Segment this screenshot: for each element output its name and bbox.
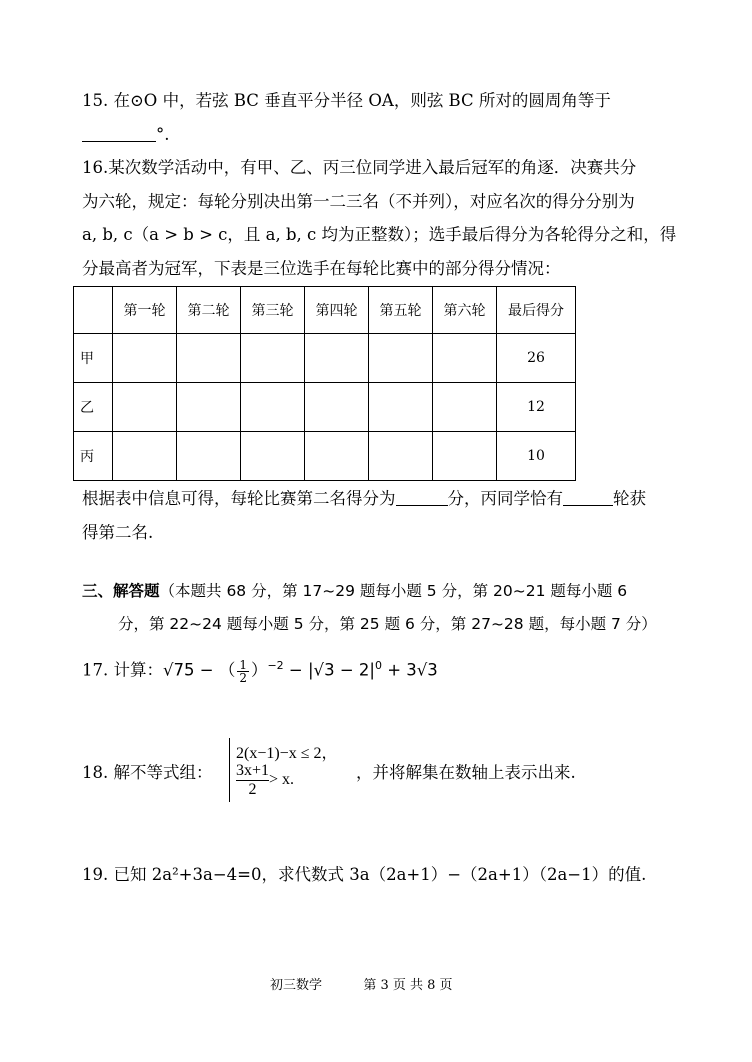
table-cell (369, 432, 433, 481)
q18-row2 (236, 762, 294, 799)
table-cell (433, 432, 497, 481)
q17-line (82, 655, 438, 685)
final-score: 12 (497, 383, 576, 432)
q17-exp2: 0 (374, 659, 382, 672)
q18-row2-tail: > x. (269, 771, 295, 789)
q16-line1: 16.某次数学活动中，有甲、乙、丙三位同学进入最后冠军的角逐．决赛共分 (82, 158, 637, 177)
section3-line1 (82, 580, 627, 602)
q17-frac-num: 1 (239, 657, 247, 672)
table-row (74, 334, 576, 383)
q16-after-text-c: 轮获 (613, 489, 646, 508)
table-cell (177, 383, 241, 432)
table-cell (177, 334, 241, 383)
q17-expr2: ） (250, 660, 268, 680)
table-header-cell: 第五轮 (369, 287, 433, 334)
score-table (73, 286, 576, 481)
table-cell (369, 383, 433, 432)
table-header-cell: 最后得分 (497, 287, 576, 334)
table-header-cell: 第六轮 (433, 287, 497, 334)
table-header-cell (74, 287, 113, 334)
final-score: 26 (497, 334, 576, 383)
table-cell (433, 334, 497, 383)
q15-answer-blank[interactable] (82, 125, 156, 142)
table-header-cell: 第二轮 (177, 287, 241, 334)
table-cell (113, 383, 177, 432)
final-score: 10 (497, 432, 576, 481)
q17-expr3: − |√3 − 2| (283, 660, 375, 680)
section3-desc1: （本题共 68 分，第 17~29 题每小题 5 分，第 20~21 题每小题 6 (159, 582, 628, 600)
q16-blank-2[interactable] (563, 489, 613, 506)
q18-suffix: ，并将解集在数轴上表示出来. (356, 763, 576, 782)
table-cell (241, 383, 305, 432)
table-row (74, 432, 576, 481)
q19-line: 19. 已知 2a²+3a−4=0，求代数式 3a（2a+1）−（2a+1）（2a−1）的值. (82, 865, 647, 884)
q17-exp1: −2 (267, 659, 284, 672)
table-cell (305, 383, 369, 432)
q18-frac-den: 2 (248, 781, 257, 798)
q16-after-text-b: 分，丙同学恰有 (447, 489, 563, 508)
player-name: 甲 (74, 334, 113, 383)
section3-line2: 分，第 22~24 题每小题 5 分，第 25 题 6 分，第 27~28 题，每小题 7 分） (118, 615, 657, 633)
q18-frac-num: 3x+1 (236, 762, 270, 779)
table-cell (241, 432, 305, 481)
q16-line3: a, b, c（a > b > c，且 a, b, c 均为正整数）；选手最后得分为各轮得分之和，得 (82, 225, 677, 244)
q15-line2 (82, 124, 170, 146)
q18-prefix: 18. 解不等式组： (82, 763, 213, 782)
table-cell (177, 432, 241, 481)
q15-suffix: °. (156, 125, 170, 144)
table-cell (241, 334, 305, 383)
table-cell (369, 334, 433, 383)
table-header-cell: 第三轮 (241, 287, 305, 334)
table-cell (113, 432, 177, 481)
q17-prefix: 17. 计算： (82, 660, 163, 680)
q16-after-line2: 得第二名. (82, 523, 154, 542)
q16-line4: 分最高者为冠军，下表是三位选手在每轮比赛中的部分得分情况： (82, 259, 561, 278)
q18-fraction (236, 762, 269, 799)
q17-expr1: √75 − （ (163, 660, 236, 680)
table-header-cell: 第一轮 (113, 287, 177, 334)
q17-expr4: + 3√3 (381, 660, 438, 680)
q16-blank-1[interactable] (396, 489, 448, 506)
table-header-cell: 第四轮 (305, 287, 369, 334)
table-cell (305, 334, 369, 383)
q17-fraction (237, 659, 249, 684)
q16-after-line1 (82, 488, 646, 510)
table-header-row (74, 287, 576, 334)
player-name: 乙 (74, 383, 113, 432)
table-cell (433, 383, 497, 432)
table-row (74, 383, 576, 432)
q18-inequality-system (229, 738, 338, 802)
table-cell (305, 432, 369, 481)
q15-line1: 15. 在⊙O 中，若弦 BC 垂直平分半径 OA，则弦 BC 所对的圆周角等于 (82, 91, 611, 110)
q16-after-text-a: 根据表中信息可得，每轮比赛第二名得分为 (82, 489, 396, 508)
q17-frac-den: 2 (239, 670, 247, 685)
q18-row1: 2(x−1)−x ≤ 2， (236, 745, 338, 762)
page-footer: 初三数学 第 3 页 共 8 页 (270, 978, 453, 993)
table-cell (113, 334, 177, 383)
player-name: 丙 (74, 432, 113, 481)
q16-line2: 为六轮，规定：每轮分别决出第一二三名（不并列），对应名次的得分分别为 (82, 192, 635, 211)
section3-title: 三、解答题 (82, 582, 160, 600)
